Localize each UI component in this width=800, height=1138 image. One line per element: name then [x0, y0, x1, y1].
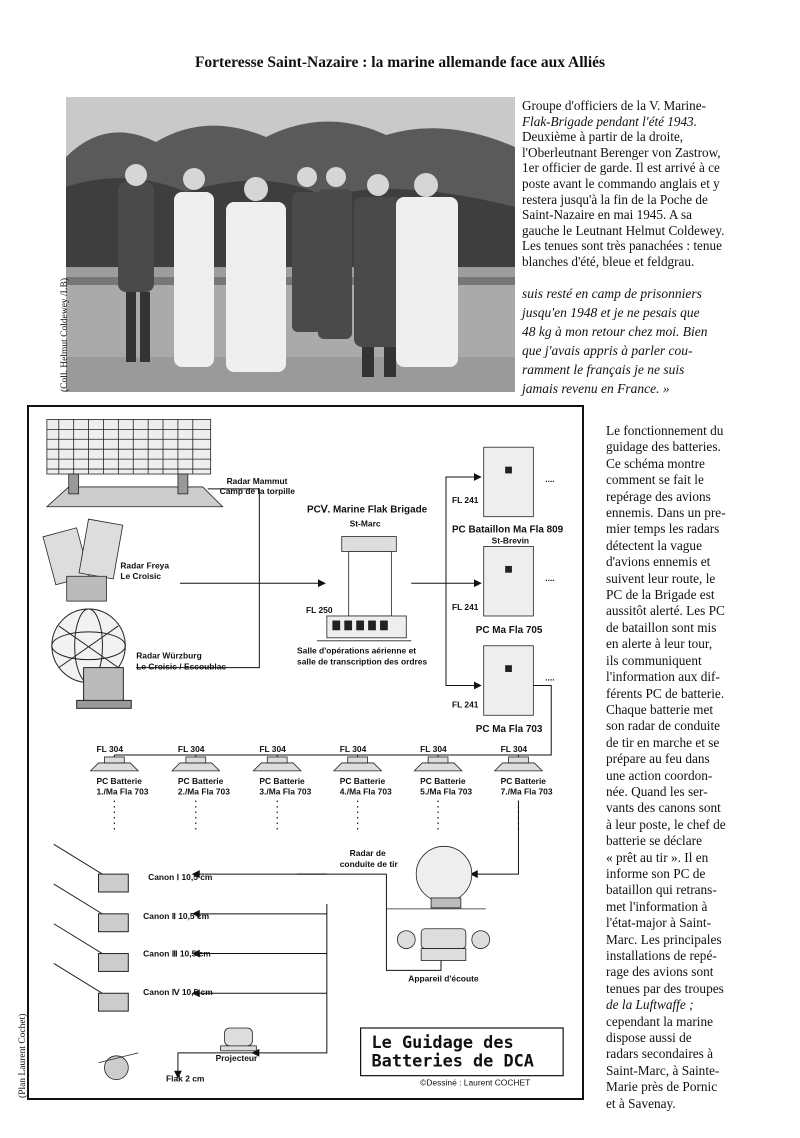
side-line: installations de repé- [606, 948, 717, 963]
radar-mammut-label: Radar Mammut [226, 475, 288, 486]
radar-wurzburg-icon [52, 609, 131, 708]
brigade-tower-icon [317, 537, 411, 641]
quote-line: que j'avais appris à parler cou- [522, 343, 693, 358]
side-line: Saint-Marc, à Sainte- [606, 1062, 720, 1078]
side-line: cependant la marine [606, 1013, 714, 1029]
battery-label: PC Batterie [500, 775, 546, 786]
canon-4-label: Canon Ⅳ 10,5 cm [143, 987, 213, 998]
side-line: aussitôt alerté. Les PC [606, 603, 725, 619]
ellipsis-2: .... [545, 573, 555, 584]
side-line: ennemis. Dans un pre- [606, 505, 726, 521]
radar-mammut-icon [47, 419, 223, 506]
fire-control-radar-icon [386, 846, 485, 909]
side-line: de bataillon sont mis [606, 619, 717, 635]
page-title: Forteresse Saint-Nazaire : la marine allemande face aux Alliés [194, 54, 606, 71]
radar-freya-sublabel: Le Croisic [120, 571, 162, 582]
side-line: repérage des avions [606, 488, 711, 504]
side-line: ils communiquent [606, 652, 702, 668]
battery-label: PC Batterie [96, 775, 142, 786]
side-line: en alerte à leur tour, [606, 636, 713, 652]
side-line: dispose aussi de [606, 1030, 692, 1046]
canon-2-label: Canon Ⅱ 10,5 cm [143, 910, 210, 921]
ellipsis-3: .... [545, 672, 555, 683]
box-credit: ©Dessiné : Laurent COCHET [420, 1077, 531, 1088]
battery-label: PC Batterie [420, 775, 466, 786]
side-line: d'avions ennemis et [606, 554, 711, 570]
listening-device-icon [397, 929, 489, 961]
caption-line: Deuxième à partir de la droite, [522, 129, 684, 145]
side-line: son radar de conduite [606, 718, 721, 734]
radar-wurzburg-sublabel: Le Croisic / Escoublac [136, 661, 227, 672]
testimony-quote [522, 284, 742, 398]
side-line: Ce schéma montre [606, 455, 705, 471]
radar-tir-label: Radar de [349, 848, 386, 859]
quote-line: 48 kg à mon retour chez moi. Bien [522, 324, 708, 339]
battery-label-unit: 5./Ma Fla 703 [420, 786, 473, 797]
side-line: « prêt au tir ». Il en [606, 849, 709, 865]
fl250-label: FL 250 [305, 605, 333, 616]
projecteur-label: Projecteur [215, 1052, 258, 1063]
radar-tir-label-2: conduite de tir [339, 859, 398, 870]
side-line: batterie se déclare [606, 833, 702, 849]
caption-line: Saint-Nazaire en mai 1945. A sa [522, 207, 692, 223]
battery-label: PC Batterie [177, 775, 224, 786]
side-line: guidage des batteries. [606, 439, 721, 455]
bataillon-705-label: PC Ma Fla 705 [475, 624, 543, 636]
officers-photo [66, 97, 515, 392]
radar-mammut-sublabel: Camp de la torpille [219, 485, 295, 496]
box-title-line1: Le Guidage des [371, 1031, 514, 1052]
battery-fl-label: FL 304 [339, 744, 367, 755]
side-line: tenues par des troupes [606, 980, 724, 996]
fl241-label-3: FL 241 [451, 699, 479, 710]
side-line: Marc. Les principales [606, 931, 722, 947]
dca-guidance-diagram [27, 405, 584, 1100]
side-line: bataillon qui retrans- [606, 882, 717, 898]
salle-label-2: salle de transcription des ordres [297, 656, 428, 667]
radar-wurzburg-label: Radar Würzburg [136, 650, 202, 661]
side-line: suivent leur route, le [606, 570, 716, 586]
quote-line: ramment le français je ne suis [522, 362, 685, 377]
caption-line: Groupe d'officiers de la V. Marine- [522, 98, 707, 113]
side-line: mier temps les radars [606, 521, 720, 537]
battery-fl-label: FL 304 [96, 744, 124, 755]
photo-credit: (Coll. Helmut Coldewey /LB) [60, 278, 70, 392]
bataillon-towers [484, 447, 534, 715]
side-line: radars secondaires à [606, 1046, 714, 1062]
searchlight-icon [221, 1028, 257, 1051]
battery-label: PC Batterie [259, 775, 305, 786]
side-line: détectent la vague [606, 537, 702, 553]
side-line: à leur poste, le chef de [606, 816, 726, 832]
battery-icons [91, 757, 543, 771]
appareil-label: Appareil d'écoute [408, 973, 479, 984]
diagram-canvas [29, 407, 582, 1098]
pc-brigade-sublabel: St-Marc [349, 518, 381, 529]
bataillon-809-label: PC Bataillon Ma Fla 809 [451, 524, 564, 536]
side-line: prépare au feu dans [606, 751, 710, 767]
side-line: née. Quand les ser- [606, 783, 708, 799]
pc-brigade-label: PCⅤ. Marine Flak Brigade [306, 504, 428, 516]
radar-freya-label: Radar Freya [120, 560, 170, 571]
side-line: l'information aux dif- [606, 669, 720, 685]
side-line: l'état-major à Saint- [606, 915, 712, 931]
fl241-label-2: FL 241 [451, 602, 479, 613]
battery-label-unit: 4./Ma Fla 703 [339, 786, 392, 797]
side-line: Marie près de Pornic [606, 1079, 718, 1095]
bataillon-809-sublabel: St-Brevin [491, 535, 530, 546]
box-title-line2: Batteries de DCA [371, 1050, 534, 1071]
caption-line: restera jusqu'à la fin de la Poche de [522, 191, 708, 207]
caption-line: Flak-Brigade pendant l'été 1943. [522, 113, 697, 129]
side-line: met l'information à [606, 898, 708, 914]
quote-line: suis resté en camp de prisonniers [522, 286, 702, 301]
side-line: rage des avions sont [606, 964, 714, 980]
canon-1-label: Canon Ⅰ 10,5 cm [148, 872, 213, 883]
battery-fl-label: FL 304 [500, 744, 528, 755]
battery-label-unit: 3./Ma Fla 703 [259, 786, 312, 797]
side-line: de la Luftwaffe ; [606, 997, 694, 1013]
side-line: Chaque batterie met [606, 701, 714, 717]
caption-line: blanches d'été, bleue et feldgrau. [522, 253, 695, 269]
side-line: et à Savenay. [606, 1095, 676, 1111]
side-line: PC de la Brigade est [606, 587, 715, 603]
ellipsis-1: .... [545, 473, 555, 484]
side-line: férents PC de batterie. [606, 685, 725, 701]
side-line: informe son PC de [606, 865, 706, 881]
flak-icon [98, 1053, 138, 1080]
caption-line: gauche le Leutnant Helmut Coldewey. [522, 222, 725, 238]
photo-caption [522, 98, 740, 270]
canon-icons [54, 844, 128, 1011]
plan-credit: (Plan Laurent Cochet) [18, 1013, 28, 1098]
radar-freya-icon [43, 519, 123, 601]
battery-labels [97, 744, 553, 797]
flak-label: Flak 2 cm [166, 1073, 205, 1084]
battery-fl-label: FL 304 [420, 744, 447, 755]
side-line: Le fonctionnement du [606, 423, 724, 438]
caption-line: poste avant le commando anglais et y [522, 175, 720, 191]
fl241-label-1: FL 241 [451, 494, 479, 505]
battery-label-unit: 2./Ma Fla 703 [177, 786, 230, 797]
side-text [606, 423, 746, 1112]
side-line: comment se fait le [606, 472, 704, 488]
battery-fl-label: FL 304 [177, 744, 205, 755]
side-line: de tir en marche et se [606, 734, 720, 750]
battery-label-unit: 1./Ma Fla 703 [96, 786, 149, 797]
quote-line: jusqu'en 1948 et je ne pesais que [522, 305, 700, 320]
side-line: une action coordon- [606, 767, 713, 783]
caption-line: Les tenues sont très panachées : tenue [522, 238, 722, 254]
bataillon-703-label: PC Ma Fla 703 [475, 724, 543, 736]
salle-label: Salle d'opérations aérienne et [297, 645, 417, 656]
battery-label-unit: 7./Ma Fla 703 [500, 786, 553, 797]
canon-3-label: Canon Ⅲ 10,5 cm [143, 948, 211, 959]
caption-line: l'Oberleutnant Berenger von Zastrow, [522, 144, 721, 160]
battery-fl-label: FL 304 [259, 744, 286, 755]
battery-label: PC Batterie [339, 775, 386, 786]
quote-line: jamais revenu en France. » [522, 381, 670, 396]
caption-line: 1er officier de garde. Il est arrivé à ce [522, 160, 720, 176]
side-line: vants des canons sont [606, 800, 721, 816]
